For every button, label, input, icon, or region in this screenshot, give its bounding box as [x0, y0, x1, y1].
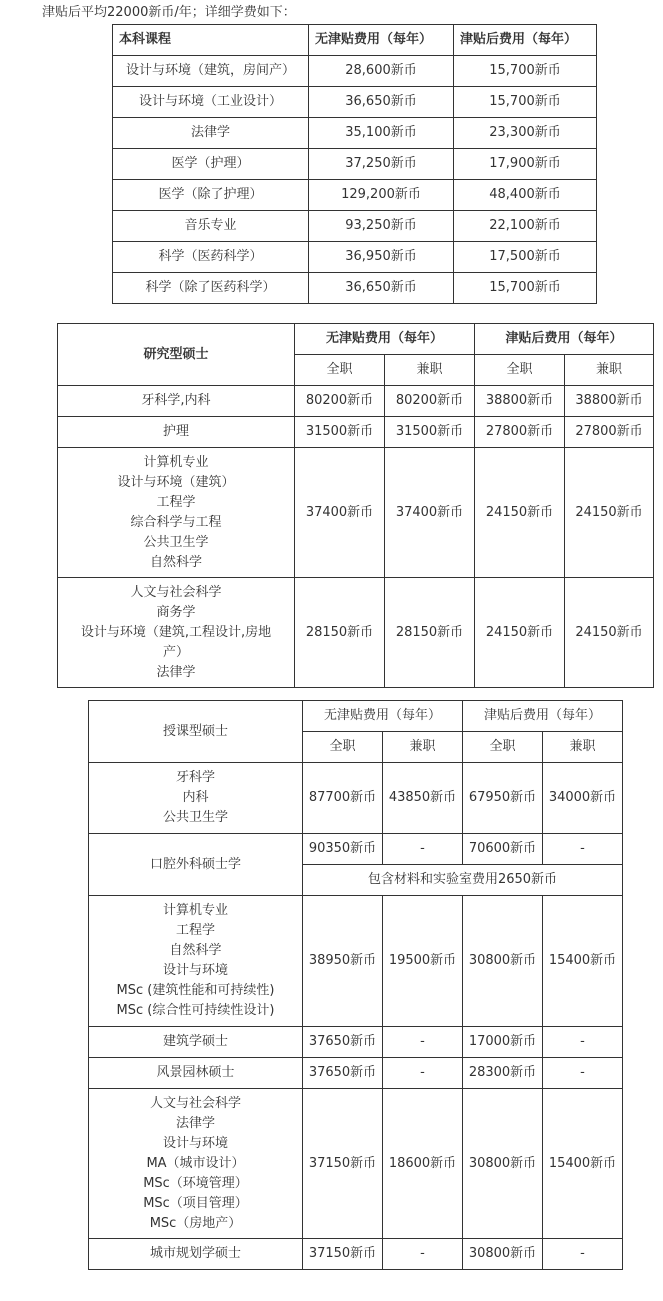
header-no-subsidy: 无津贴费用（每年） — [303, 701, 463, 732]
fee-subsidy: 15,700新币 — [454, 56, 597, 87]
course-line: 设计与环境（建筑,工程设计,房地 — [80, 624, 272, 640]
course-line: 设计与环境（建筑） — [117, 474, 235, 490]
course-line: 工程学 — [156, 494, 196, 510]
table-row — [113, 242, 597, 273]
course-line: 计算机专业 — [162, 903, 228, 918]
course-name — [58, 386, 295, 417]
fee-value: 37150新币 — [303, 1089, 383, 1239]
header-course: 本科课程 — [113, 25, 309, 56]
table-row — [113, 149, 597, 180]
fee-subsidy: 48,400新币 — [454, 180, 597, 211]
fee-value: 15400新币 — [543, 1089, 623, 1239]
fee-value: 31500新币 — [385, 417, 475, 448]
table-row — [113, 56, 597, 87]
header-subsidy: 津贴后费用（每年） — [454, 25, 597, 56]
header-fulltime: 全职 — [463, 732, 543, 763]
fee-note: 包含材料和实验室费用2650新币 — [303, 865, 623, 896]
fee-value: 38800新币 — [565, 386, 654, 417]
header-fulltime: 全职 — [303, 732, 383, 763]
header-no-subsidy: 无津贴费用（每年） — [295, 324, 475, 355]
course-name — [89, 1027, 303, 1058]
course-line: 风景园林硕士 — [156, 1065, 235, 1080]
intro-text: 津贴后平均22000新币/年；详细学费如下： — [42, 5, 296, 20]
table-row — [58, 448, 654, 578]
course-line: 商务学 — [156, 604, 196, 620]
table-row — [113, 118, 597, 149]
table-row — [58, 386, 654, 417]
course-name: 科学（除了医药科学） — [113, 273, 309, 304]
fee-value: 37400新币 — [385, 448, 475, 578]
fee-value: 34000新币 — [543, 763, 623, 834]
fee-value: - — [543, 1239, 623, 1270]
research-masters-table — [57, 323, 654, 688]
header-subsidy: 津贴后费用（每年） — [475, 324, 654, 355]
fee-value: 28300新币 — [463, 1058, 543, 1089]
header-research-title: 研究型硕士 — [58, 324, 295, 386]
fee-subsidy: 23,300新币 — [454, 118, 597, 149]
fee-value: 31500新币 — [295, 417, 385, 448]
fee-value: 37650新币 — [303, 1058, 383, 1089]
fee-value: 38950新币 — [303, 896, 383, 1027]
fee-value: 27800新币 — [565, 417, 654, 448]
fee-value: 19500新币 — [383, 896, 463, 1027]
header-parttime: 兼职 — [385, 355, 475, 386]
fee-no-subsidy: 36,650新币 — [309, 87, 454, 118]
fee-value: - — [543, 1027, 623, 1058]
course-line: 口腔外科硕士学 — [149, 856, 241, 872]
course-name — [89, 1058, 303, 1089]
header-taught-title: 授课型硕士 — [89, 701, 303, 763]
fee-no-subsidy: 36,650新币 — [309, 273, 454, 304]
course-line: 工程学 — [175, 923, 215, 938]
course-line: 建筑学硕士 — [162, 1034, 228, 1049]
course-line: 法律学 — [175, 1115, 215, 1131]
header-parttime: 兼职 — [383, 732, 463, 763]
fee-value: 37150新币 — [303, 1239, 383, 1270]
course-name — [58, 417, 295, 448]
fee-value: 30800新币 — [463, 896, 543, 1027]
header-parttime: 兼职 — [565, 355, 654, 386]
course-line: 法律学 — [156, 664, 196, 680]
course-line: 城市规划学硕士 — [149, 1246, 241, 1261]
course-line: 自然科学 — [169, 943, 222, 958]
fee-value: 28150新币 — [295, 578, 385, 688]
fee-value: 90350新币 — [303, 834, 383, 865]
fee-value: 30800新币 — [463, 1239, 543, 1270]
course-name: 医学（护理） — [113, 149, 309, 180]
fee-no-subsidy: 36,950新币 — [309, 242, 454, 273]
fee-value: 24150新币 — [565, 448, 654, 578]
course-name — [89, 1089, 303, 1239]
fee-value: 28150新币 — [385, 578, 475, 688]
course-line: 牙科学 — [175, 770, 215, 785]
fee-subsidy: 17,500新币 — [454, 242, 597, 273]
course-line: MSc（项目管理） — [143, 1195, 248, 1211]
fee-no-subsidy: 93,250新币 — [309, 211, 454, 242]
course-name: 法律学 — [113, 118, 309, 149]
course-line: 公共卫生学 — [162, 810, 228, 825]
course-line: 护理 — [162, 424, 189, 439]
course-line: MSc (建筑性能和可持续性) — [116, 983, 275, 998]
fee-value: 15400新币 — [543, 896, 623, 1027]
course-name — [89, 834, 303, 896]
course-name: 科学（医药科学） — [113, 242, 309, 273]
fee-value: 37650新币 — [303, 1027, 383, 1058]
course-line: MSc (综合性可持续性设计) — [116, 1003, 275, 1018]
table-row — [89, 834, 623, 865]
fee-value: 17000新币 — [463, 1027, 543, 1058]
fee-subsidy: 22,100新币 — [454, 211, 597, 242]
fee-value: - — [383, 1239, 463, 1270]
course-line: 公共卫生学 — [143, 534, 209, 550]
table-row — [58, 417, 654, 448]
course-line: 设计与环境 — [162, 1135, 228, 1151]
fee-value: 24150新币 — [565, 578, 654, 688]
header-no-subsidy: 无津贴费用（每年） — [309, 25, 454, 56]
course-line: 综合科学与工程 — [130, 514, 222, 530]
table-row — [89, 1058, 623, 1089]
table-row — [113, 273, 597, 304]
fee-value: - — [383, 834, 463, 865]
fee-value: - — [543, 1058, 623, 1089]
fee-no-subsidy: 28,600新币 — [309, 56, 454, 87]
course-line: 人文与社会科学 — [130, 584, 222, 600]
fee-no-subsidy: 37,250新币 — [309, 149, 454, 180]
fee-value: 87700新币 — [303, 763, 383, 834]
table-row — [89, 763, 623, 834]
fee-subsidy: 15,700新币 — [454, 87, 597, 118]
course-line: MA（城市设计） — [146, 1155, 245, 1171]
undergrad-fees-table — [112, 24, 597, 304]
header-parttime: 兼职 — [543, 732, 623, 763]
course-name — [58, 448, 295, 578]
course-name: 音乐专业 — [113, 211, 309, 242]
table-header-row — [89, 701, 623, 732]
taught-masters-table — [88, 700, 623, 1270]
course-name — [89, 1239, 303, 1270]
course-line: MSc（房地产） — [149, 1215, 242, 1231]
fee-no-subsidy: 129,200新币 — [309, 180, 454, 211]
course-name: 设计与环境（工业设计） — [113, 87, 309, 118]
table-row — [89, 1239, 623, 1270]
table-header-row — [113, 25, 597, 56]
course-name — [89, 896, 303, 1027]
table-row — [113, 87, 597, 118]
fee-value: 80200新币 — [385, 386, 475, 417]
course-line: 人文与社会科学 — [149, 1095, 241, 1111]
table-row — [113, 180, 597, 211]
fee-value: 70600新币 — [463, 834, 543, 865]
fee-subsidy: 17,900新币 — [454, 149, 597, 180]
course-line: 设计与环境 — [162, 963, 228, 978]
table-row — [89, 1089, 623, 1239]
course-name: 设计与环境（建筑，房间产） — [113, 56, 309, 87]
fee-value: 27800新币 — [475, 417, 565, 448]
fee-value: 67950新币 — [463, 763, 543, 834]
fee-value: 18600新币 — [383, 1089, 463, 1239]
fee-value: 30800新币 — [463, 1089, 543, 1239]
fee-value: 80200新币 — [295, 386, 385, 417]
course-line: MSc（环境管理） — [143, 1175, 248, 1191]
table-row — [89, 1027, 623, 1058]
fee-value: 24150新币 — [475, 448, 565, 578]
course-line: 自然科学 — [149, 554, 202, 570]
header-fulltime: 全职 — [295, 355, 385, 386]
table-row — [113, 211, 597, 242]
table-row — [89, 896, 623, 1027]
fee-value: 24150新币 — [475, 578, 565, 688]
fee-value: 37400新币 — [295, 448, 385, 578]
table-header-row — [58, 324, 654, 355]
header-fulltime: 全职 — [475, 355, 565, 386]
header-subsidy: 津贴后费用（每年） — [463, 701, 623, 732]
fee-value: - — [383, 1027, 463, 1058]
course-name — [89, 763, 303, 834]
course-line: 牙科学,内科 — [141, 393, 211, 408]
course-name: 医学（除了护理） — [113, 180, 309, 211]
fee-value: 38800新币 — [475, 386, 565, 417]
fee-value: 43850新币 — [383, 763, 463, 834]
course-line: 产） — [162, 644, 189, 660]
course-line: 计算机专业 — [143, 454, 209, 470]
course-name — [58, 578, 295, 688]
fee-subsidy: 15,700新币 — [454, 273, 597, 304]
course-line: 内科 — [182, 790, 209, 805]
fee-value: - — [383, 1058, 463, 1089]
fee-value: - — [543, 834, 623, 865]
table-row — [58, 578, 654, 688]
fee-no-subsidy: 35,100新币 — [309, 118, 454, 149]
